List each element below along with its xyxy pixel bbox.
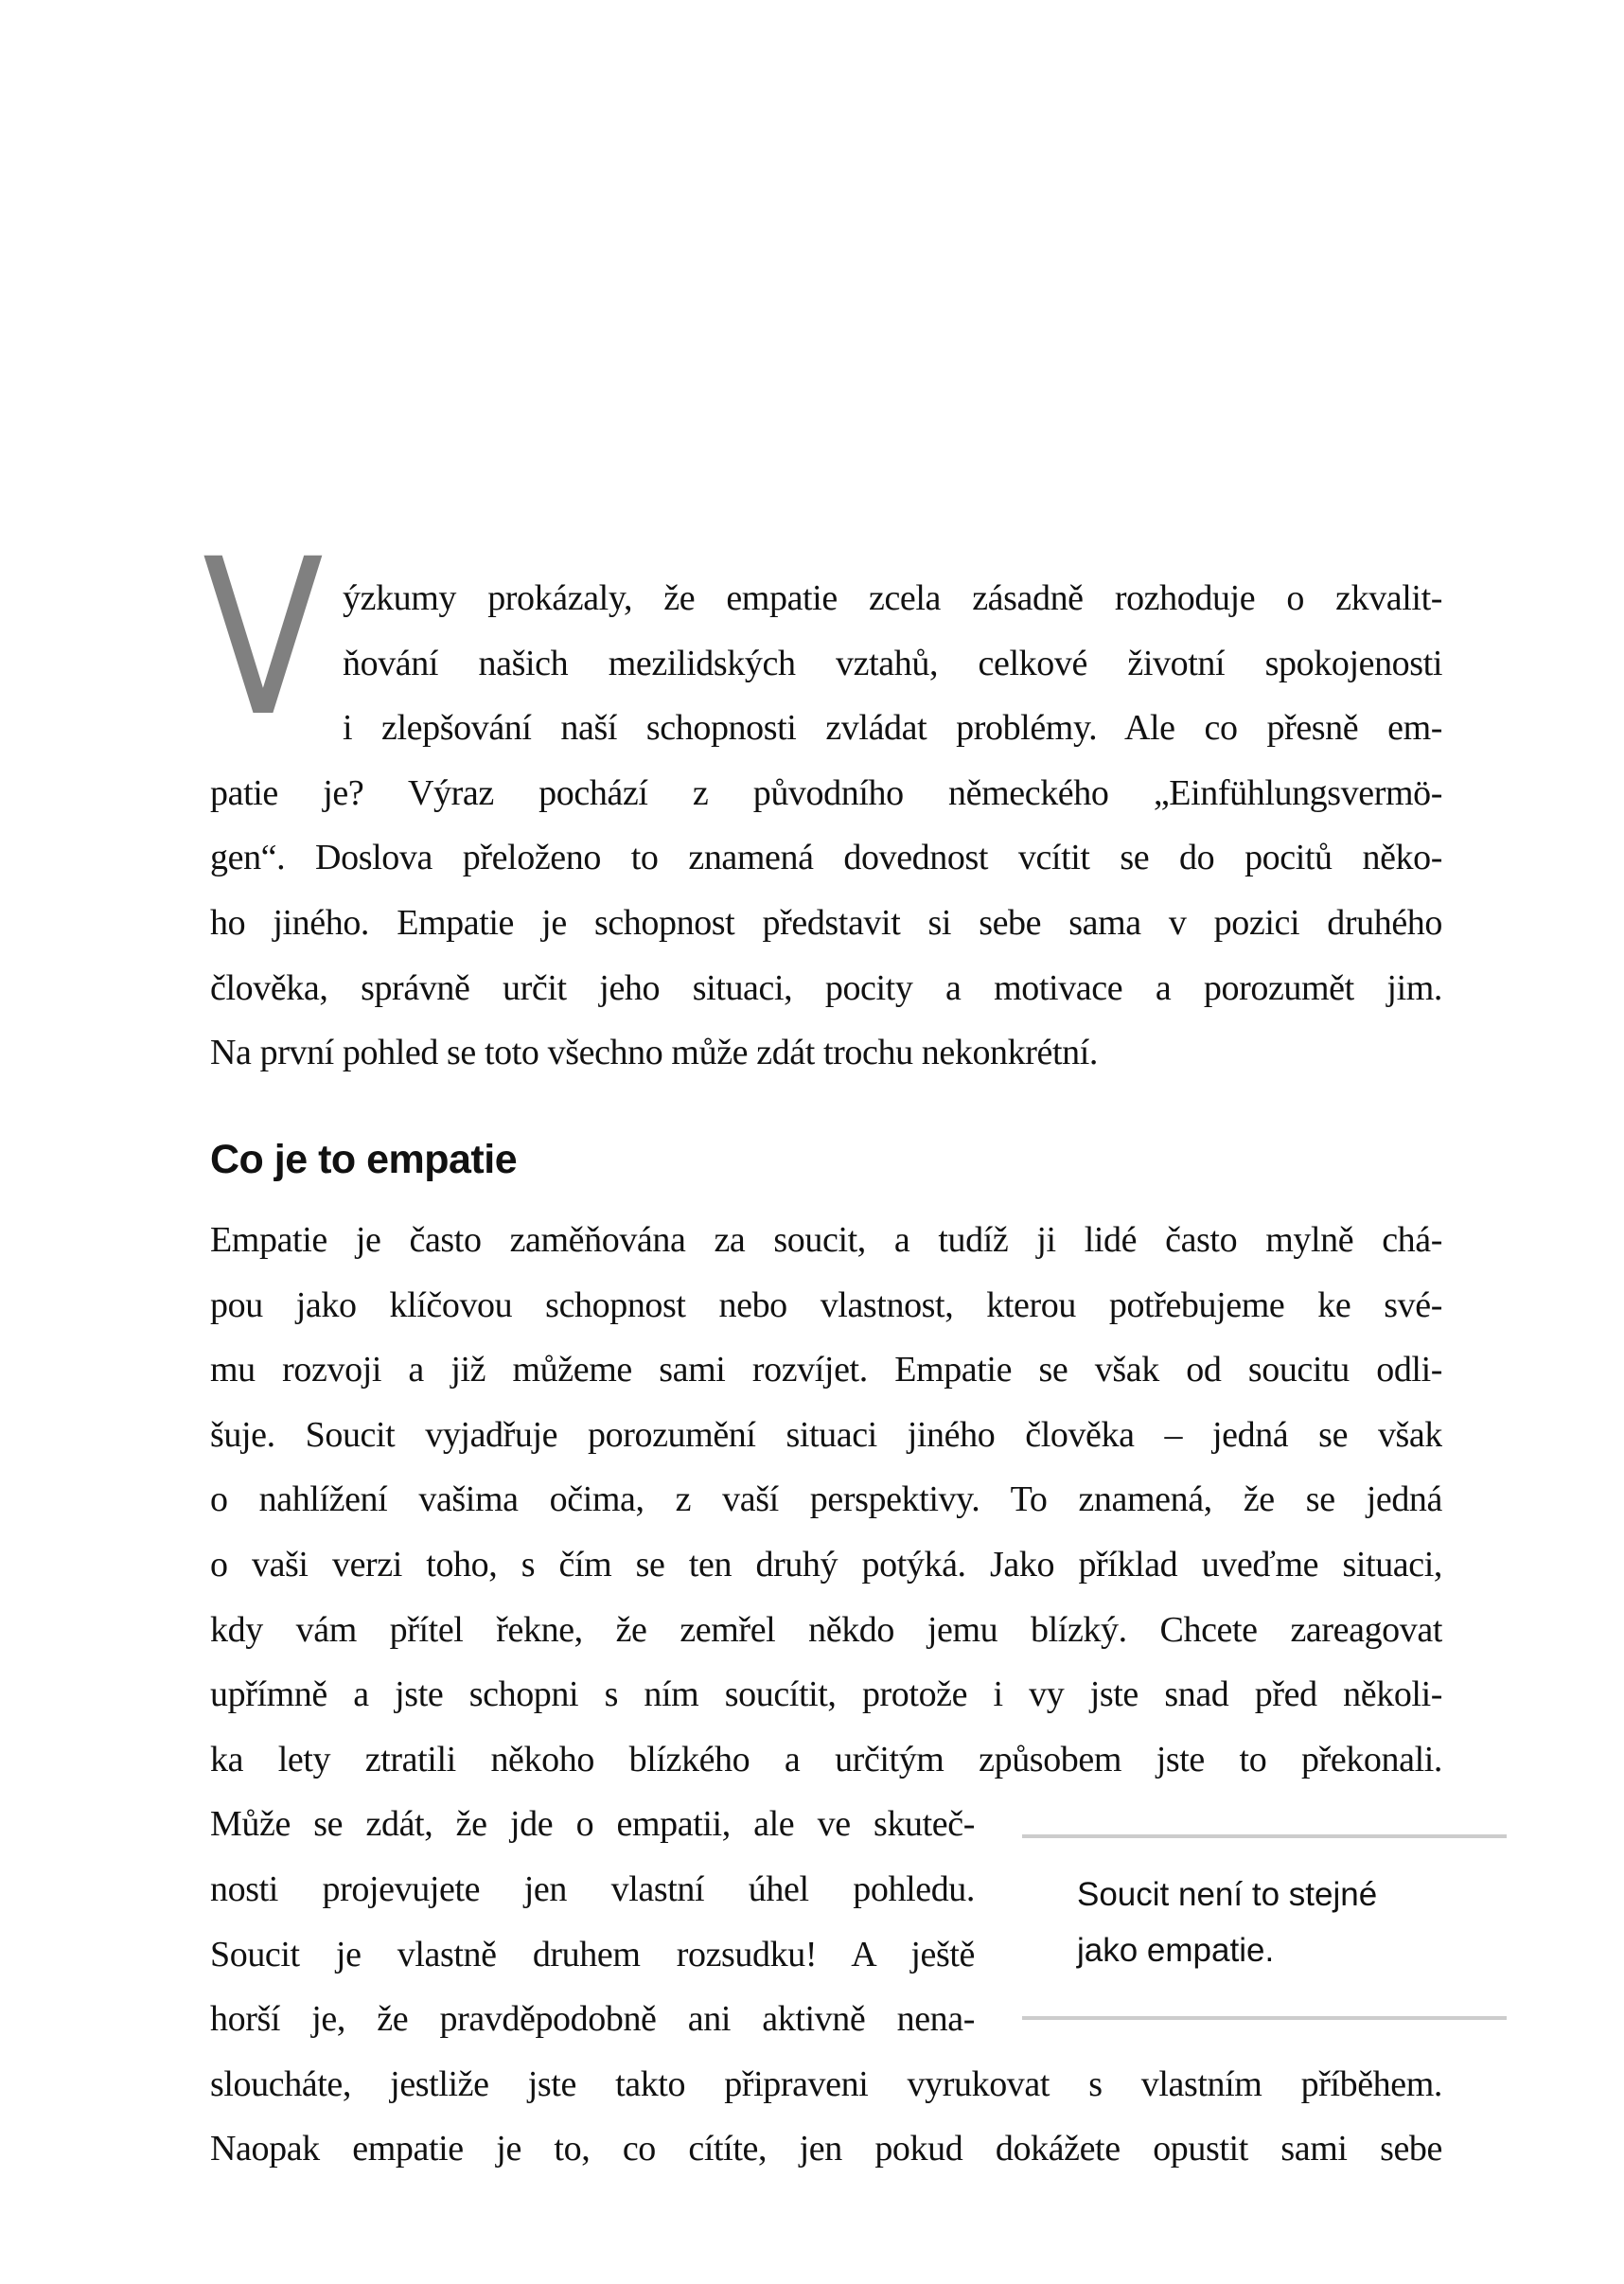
drop-cap: V xyxy=(203,512,324,764)
text-line: ka lety ztratili někoho blízkého a určitým způsobem jste to překonali. xyxy=(210,1739,1442,1779)
text-line: Naopak empatie je to, co cítíte, jen pokud dokážete opustit sami sebe xyxy=(210,2129,1442,2169)
text-line: upřímně a jste schopni s ním soucítit, protože i vy jste snad před několi- xyxy=(210,1674,1442,1715)
text-line: Může se zdát, že jde o empatii, ale ve skuteč- xyxy=(210,1804,975,1845)
text-line: ýzkumy prokázaly, že empatie zcela zásadně rozhoduje o zkvalit- xyxy=(343,578,1442,618)
pull-quote-text xyxy=(1077,1867,1377,1978)
text-line: pou jako klíčovou schopnost nebo vlastnost, kterou potřebujeme ke své- xyxy=(210,1284,1442,1325)
text-line: Empatie je často zaměňována za soucit, a tudíž ji lidé často mylně chá- xyxy=(210,1220,1442,1260)
text-line: o vaši verzi toho, s čím se ten druhý potýká. Jako příklad uveďme situaci, xyxy=(210,1544,1442,1585)
text-line: o nahlížení vašima očima, z vaší perspektivy. To znamená, že se jedná xyxy=(210,1479,1442,1520)
text-line: sloucháte, jestliže jste takto připraveni vyrukovat s vlastním příběhem. xyxy=(210,2063,1442,2104)
text-line: Na první pohled se toto všechno může zdát trochu nekonkrétní. xyxy=(210,1033,1098,1073)
text-line: horší je, že pravděpodobně ani aktivně nena- xyxy=(210,1999,975,2040)
text-line: gen“. Doslova přeloženo to znamená dovednost vcítit se do pocitů něko- xyxy=(210,838,1442,878)
pull-quote-line: jako empatie. xyxy=(1077,1932,1275,1969)
text-line: mu rozvoji a již můžeme sami rozvíjet. Empatie se však od soucitu odli- xyxy=(210,1350,1442,1390)
intro-paragraph xyxy=(210,566,1442,1086)
text-line: Soucit je vlastně druhem rozsudku! A ještě xyxy=(210,1934,975,1974)
text-line: ňování našich mezilidských vztahů, celkové životní spokojenosti xyxy=(343,643,1442,683)
section-heading: Co je to empatie xyxy=(210,1137,518,1182)
text-line: nosti projevujete jen vlastní úhel pohledu. xyxy=(210,1868,975,1909)
section-paragraph xyxy=(210,1208,1442,2182)
text-line: kdy vám přítel řekne, že zemřel někdo jemu blízký. Chcete zareagovat xyxy=(210,1609,1442,1650)
text-line: člověka, správně určit jeho situaci, pocity a motivace a porozumět jim. xyxy=(210,967,1442,1008)
pull-quote xyxy=(1022,1834,1507,2020)
text-line: patie je? Výraz pochází z původního německého „Einfühlungsvermö- xyxy=(210,772,1442,813)
text-line: šuje. Soucit vyjadřuje porozumění situaci jiného člověka – jedná se však xyxy=(210,1414,1442,1455)
pull-quote-line: Soucit není to stejné xyxy=(1077,1876,1378,1913)
text-line: i zlepšování naší schopnosti zvládat problémy. Ale co přesně em- xyxy=(343,708,1442,749)
text-line: ho jiného. Empatie je schopnost představit si sebe sama v pozici druhého xyxy=(210,902,1442,943)
